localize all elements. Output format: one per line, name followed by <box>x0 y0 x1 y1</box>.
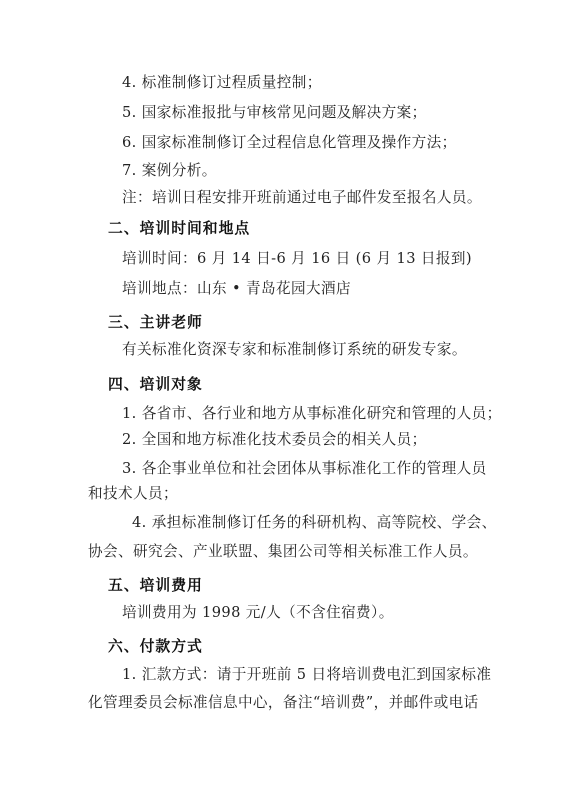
audience-item-1: 1. 各省市、各行业和地方从事标准化研究和管理的人员； <box>122 405 502 422</box>
section-heading-fee: 五、培训费用 <box>108 577 203 594</box>
content-item-4: 4. 标准制修订过程质量控制； <box>122 74 322 91</box>
audience-item-3-line-1: 3. 各企事业单位和社会团体从事标准化工作的管理人员 <box>122 460 487 477</box>
fee-text: 培训费用为 1998 元/人（不含住宿费）。 <box>122 604 394 621</box>
section-heading-time-place: 二、培训时间和地点 <box>108 220 251 237</box>
content-item-6: 6. 国家标准制修订全过程信息化管理及操作方法； <box>122 134 457 151</box>
payment-item-1-line-1: 1. 汇款方式：请于开班前 5 日将培训费电汇到国家标准 <box>122 666 492 683</box>
training-time: 培训时间：6 月 14 日-6 月 16 日 (6 月 13 日报到) <box>122 250 472 267</box>
audience-item-4-line-2: 协会、研究会、产业联盟、集团公司等相关标准工作人员。 <box>88 543 478 560</box>
payment-item-1-line-2: 化管理委员会标准信息中心，备注“培训费”，并邮件或电话 <box>88 694 479 711</box>
lecturers-text: 有关标准化资深专家和标准制修订系统的研发专家。 <box>122 341 467 358</box>
content-item-5: 5. 国家标准报批与审核常见问题及解决方案； <box>122 104 427 121</box>
audience-item-3-line-2: 和技术人员； <box>88 485 178 502</box>
section-heading-audience: 四、培训对象 <box>108 376 203 393</box>
audience-item-4-line-1: 4. 承担标准制修订任务的科研机构、高等院校、学会、 <box>132 514 497 531</box>
content-item-7: 7. 案例分析。 <box>122 162 217 179</box>
training-place: 培训地点：山东 • 青岛花园大酒店 <box>122 280 351 297</box>
section-heading-lecturers: 三、主讲老师 <box>108 314 203 331</box>
section-heading-payment: 六、付款方式 <box>108 638 203 655</box>
audience-item-2: 2. 全国和地方标准化技术委员会的相关人员； <box>122 431 427 448</box>
schedule-note: 注：培训日程安排开班前通过电子邮件发至报名人员。 <box>122 189 482 206</box>
